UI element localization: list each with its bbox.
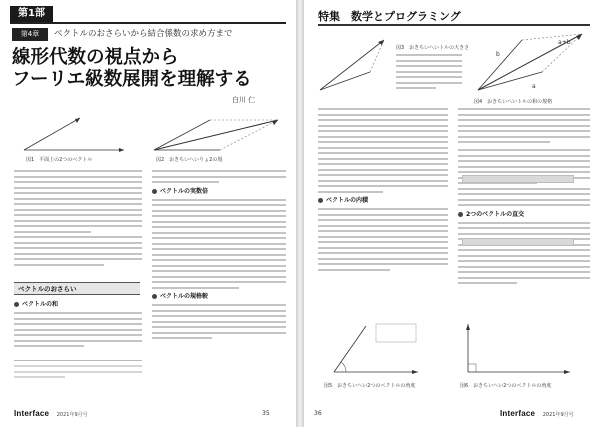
bullet-icon — [14, 302, 19, 307]
figure-3-note — [396, 54, 462, 93]
section-heading: ベクトルの内積 — [318, 196, 448, 205]
section-heading: ベクトルの実数倍 — [152, 187, 286, 196]
section-box-heading: ベクトルのおさらい — [14, 282, 140, 295]
right-column — [458, 108, 590, 288]
right-column — [152, 170, 286, 343]
figure-3 — [314, 32, 394, 94]
footer-brand: Interface — [14, 409, 50, 418]
figure-2-caption: 図2 おきちいへいりょ2の規 — [156, 157, 223, 163]
figure-6 — [460, 318, 580, 378]
figure-5-caption: 図5 おきちいへい2つのベクトルの角度 — [324, 383, 416, 389]
figure-1 — [20, 112, 140, 154]
left-column — [14, 170, 142, 269]
feature-title: 特集 数学とプログラミング — [318, 10, 461, 23]
right-page — [304, 0, 600, 427]
bullet-icon — [152, 189, 157, 194]
bullet-icon — [152, 294, 157, 299]
left-page — [0, 0, 296, 427]
equation-box — [462, 238, 574, 246]
equation-box — [462, 175, 574, 183]
chapter-subtitle: ベクトルのおさらいから結合係数の求め方まで — [54, 29, 233, 39]
footer — [500, 409, 574, 418]
title-line-2: フーリエ級数展開を理解する — [12, 69, 252, 90]
footer-issue: 2021年9月号 — [56, 412, 88, 418]
chapter-badge: 第4章 — [12, 28, 48, 41]
left-column — [318, 108, 448, 274]
page-number: 35 — [262, 410, 270, 417]
footer-issue: 2021年9月号 — [542, 412, 574, 418]
bullet-icon — [318, 198, 323, 203]
section-heading: ベクトルの和 — [14, 300, 142, 309]
part-label: 第1部 — [10, 6, 53, 22]
section-heading: 2つのベクトルの直交 — [458, 210, 590, 219]
header-rule — [10, 22, 286, 24]
section-heading: ベクトルの規格較 — [152, 292, 286, 301]
article-title — [12, 47, 252, 91]
title-line-1: 線形代数の視点から — [12, 47, 179, 68]
vector-b-label: b — [496, 51, 500, 58]
figure-6-caption: 図6 おきちいへい2つのベクトルの角度 — [460, 383, 552, 389]
page-number: 36 — [314, 410, 322, 417]
figure-1-caption: 図1 平面上の2つのベクトル — [26, 157, 93, 163]
left-column-sub — [14, 298, 142, 351]
author: 白川 仁 — [232, 96, 256, 104]
footer — [14, 409, 88, 418]
header-rule — [318, 24, 590, 26]
footer-brand: Interface — [500, 409, 536, 418]
vector-a-label: a — [532, 83, 536, 90]
figure-2 — [150, 112, 290, 154]
vector-sum-label: a+b — [558, 39, 571, 46]
figure-4-caption: 図4 おきちいへいトルの和の規格 — [474, 99, 553, 105]
footnote — [14, 360, 142, 382]
figure-5 — [326, 318, 426, 378]
gutter — [296, 0, 304, 427]
bullet-icon — [458, 212, 463, 217]
figure-3-caption: 図3 おきちいへいトルの大きさ — [396, 45, 470, 51]
figure-4 — [472, 30, 592, 96]
